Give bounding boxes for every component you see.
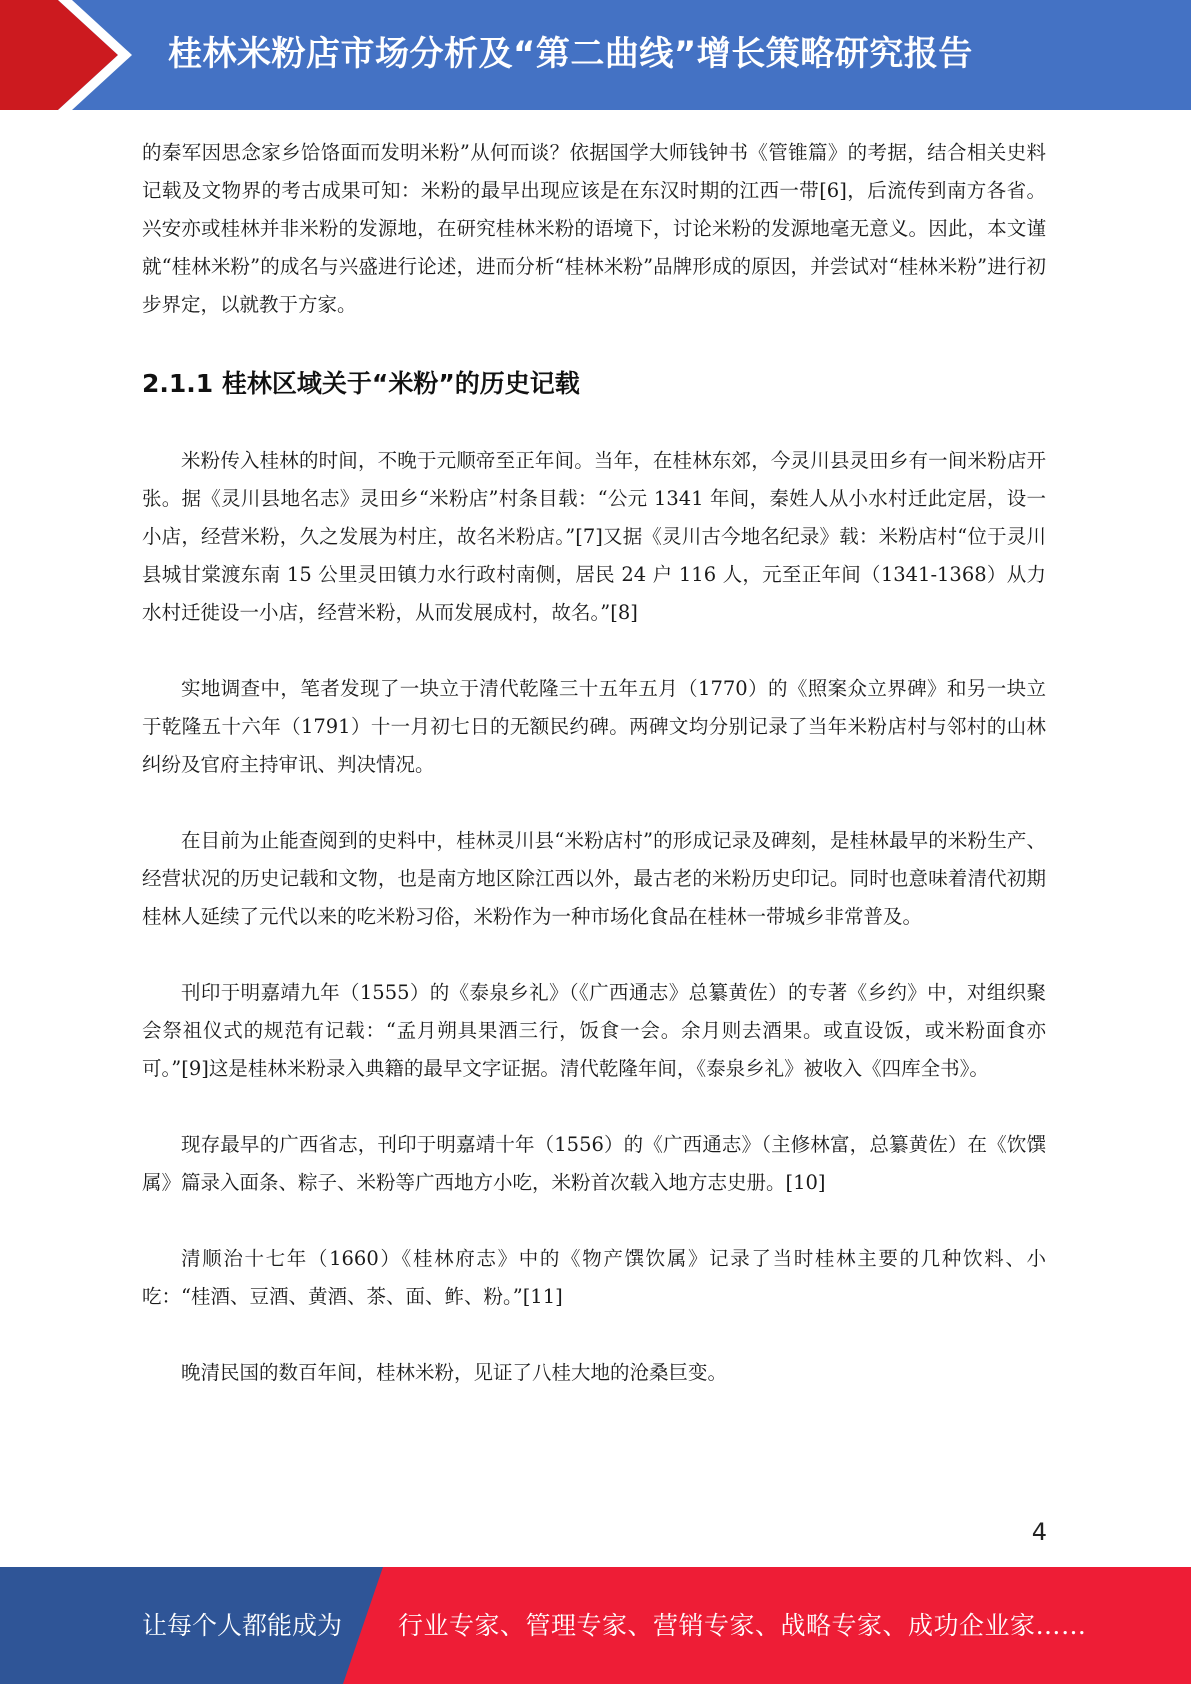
body-paragraph: 米粉传入桂林的时间，不晚于元顺帝至正年间。当年，在桂林东郊，今灵川县灵田乡有一间米粉店开张。据《灵川县地名志》灵田乡“米粉店”村条目载：“公元 1341 年间，秦姓人从小水村迁此定居，设一小店，经营米粉，久之发展为村庄，故名米粉店。”[7]又据《灵川古今地名纪录》载：米粉店村“位于灵川县城甘棠渡东南 15 公里灵田镇力水行政村南侧，居民 24 户 116 人，元至正年间（1341-1368）从力水村迁徙设一小店，经营米粉，从而发展成村，故名。”[8] [142,449,1046,624]
intro-paragraph: 的秦军因思念家乡饸饹面而发明米粉”从何而谈？依据国学大师钱钟书《管锥篇》的考据，结合相关史料记载及文物界的考古成果可知：米粉的最早出现应该是在东汉时期的江西一带[6]，后流传到南方各省。兴安亦或桂林并非米粉的发源地，在研究桂林米粉的语境下，讨论米粉的发源地毫无意义。因此，本文谨就“桂林米粉”的成名与兴盛进行论述，进而分析“桂林米粉”品牌形成的原因，并尝试对“桂林米粉”进行初步界定，以就教于方家。 [142,141,1046,316]
page-number: 4 [1031,1518,1047,1546]
footer-slogan-left: 让每个人都能成为 [142,1611,343,1640]
page-header [0,0,1191,110]
footer-slogan-right: 行业专家、管理专家、营销专家、战略专家、成功企业家…… [398,1611,1087,1640]
body-paragraph: 刊印于明嘉靖九年（1555）的《泰泉乡礼》（《广西通志》总纂黄佐）的专著《乡约》中，对组织聚会祭祖仪式的规范有记载：“孟月朔具果酒三行，饭食一会。余月则去酒果。或直设饭，或米粉面食亦可。”[9]这是桂林米粉录入典籍的最早文字证据。清代乾隆年间，《泰泉乡礼》被收入《四库全书》。 [142,981,1046,1080]
body-paragraph: 晚清民国的数百年间，桂林米粉，见证了八桂大地的沧桑巨变。 [181,1361,728,1384]
body-paragraph: 实地调查中，笔者发现了一块立于清代乾隆三十五年五月（1770）的《照案众立界碑》和另一块立于乾隆五十六年（1791）十一月初七日的无额民约碑。两碑文均分别记录了当年米粉店村与邻村的山林纠纷及官府主持审讯、判决情况。 [142,677,1046,776]
body-paragraph: 在目前为止能查阅到的史料中，桂林灵川县“米粉店村”的形成记录及碑刻，是桂林最早的米粉生产、经营状况的历史记载和文物，也是南方地区除江西以外，最古老的米粉历史印记。同时也意味着清代初期桂林人延续了元代以来的吃米粉习俗，米粉作为一种市场化食品在桂林一带城乡非常普及。 [142,829,1046,928]
body-paragraph: 清顺治十七年（1660）《桂林府志》中的《物产馔饮属》记录了当时桂林主要的几种饮料、小吃：“桂酒、豆酒、黄酒、茶、面、鲊、粉。”[11] [142,1247,1046,1308]
document-body [142,134,1046,1392]
page-footer [0,1567,1191,1684]
section-heading: 2.1.1 桂林区域关于“米粉”的历史记载 [142,369,580,398]
body-paragraph: 现存最早的广西省志，刊印于明嘉靖十年（1556）的《广西通志》（主修林富，总纂黄佐）在《饮馔属》篇录入面条、粽子、米粉等广西地方小吃，米粉首次载入地方志史册。[10] [142,1133,1046,1194]
report-title: 桂林米粉店市场分析及“第二曲线”增长策略研究报告 [168,34,973,74]
header-arrow-decoration [0,0,160,110]
